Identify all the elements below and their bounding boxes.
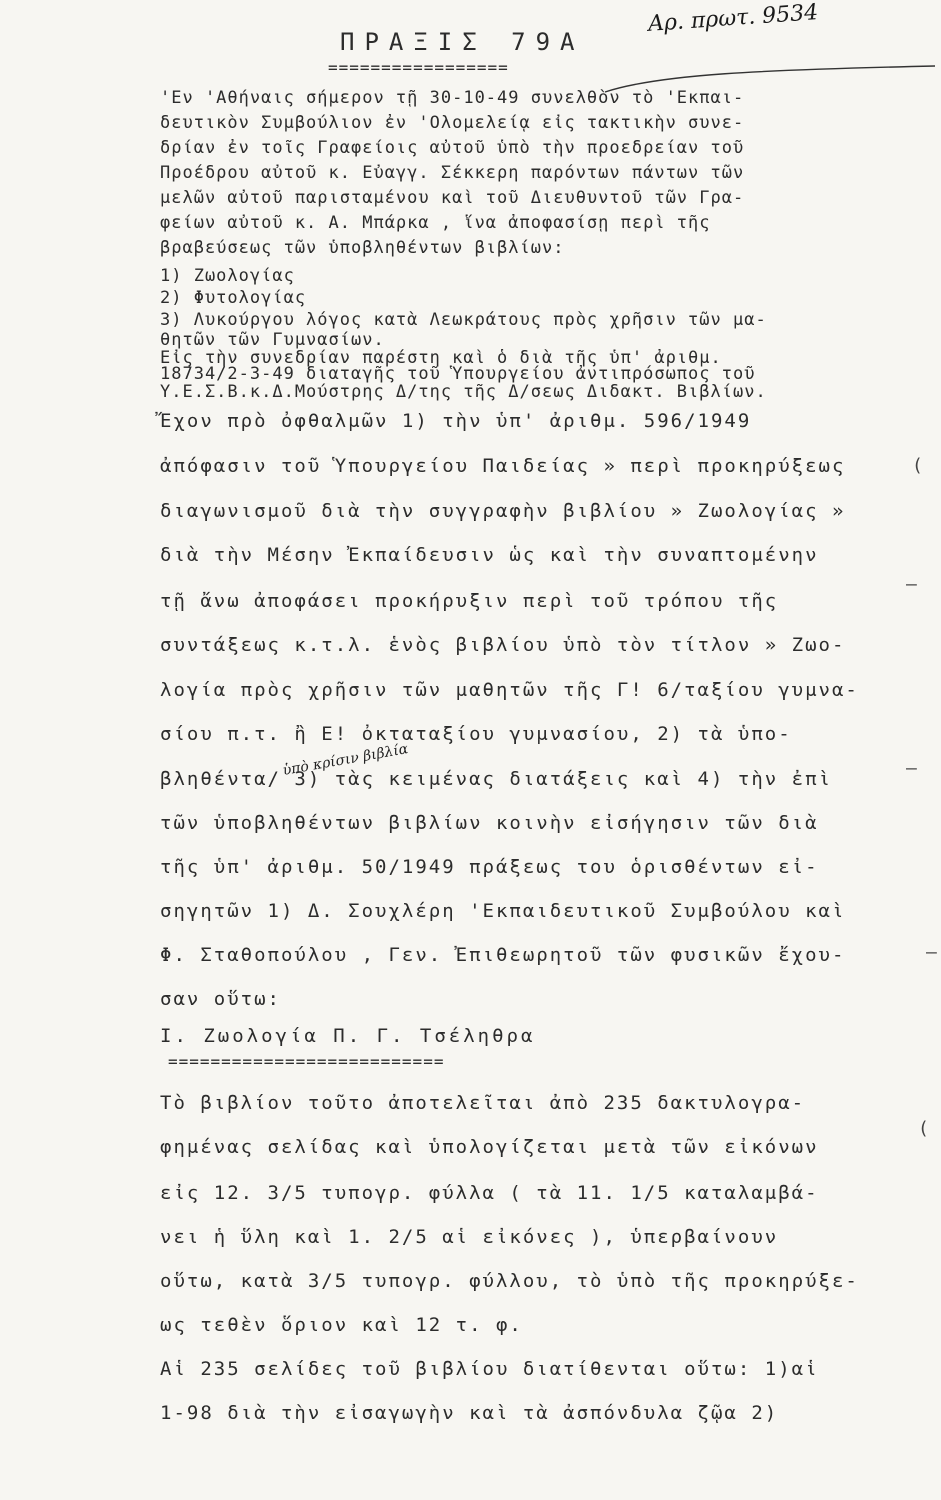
- section-line: εἰς 12. 3/5 τυπογρ. φύλλα ( τὰ 11. 1/5 καταλαμβά-: [160, 1182, 819, 1204]
- body-line: βληθέντα/ 3) τὰς κειμένας διατάξεις καὶ 4) τὴν ἐπὶ: [160, 768, 832, 790]
- section-line: νει ἡ ὕλη καὶ 1. 2/5 αἱ εἰκόνες ), ὑπερβαίνουν: [160, 1226, 779, 1248]
- body-line: σαν οὕτω:: [160, 988, 281, 1010]
- body-line: σηγητῶν 1) Δ. Σουχλέρη 'Εκπαιδευτικοῦ Συμβούλου καὶ: [160, 900, 846, 922]
- section-line: φημένας σελίδας καὶ ὑπολογίζεται μετὰ τῶν εἰκόνων: [160, 1136, 819, 1158]
- intro-line: βραβεύσεως τῶν ὑποβληθέντων βιβλίων:: [160, 238, 565, 258]
- intro-line: δευτικὸν Συμβούλιον ἐν 'Ολομελείᾳ εἰς τακτικὴν συνε-: [160, 113, 745, 133]
- body-line: σίου π.τ. ἢ Ε! ὀκταταξίου γυμνασίου, 2) τὰ ὑπο-: [160, 723, 792, 745]
- title-underline: =================: [328, 58, 509, 77]
- book-list-item: 3) Λυκούργου λόγος κατὰ Λεωκράτους πρὸς χρῆσιν τῶν μα-: [160, 310, 767, 330]
- body-line: συντάξεως κ.τ.λ. ἑνὸς βιβλίου ὑπὸ τὸν τίτλον » Ζωο-: [160, 634, 846, 656]
- intro-line: 'Εν 'Αθήναις σήμερον τῇ 30-10-49 συνελθὸν τὸ 'Εκπαι-: [160, 88, 745, 108]
- intro-line: μελῶν αὐτοῦ παρισταμένου καὶ τοῦ Διευθυντοῦ τῶν Γρα-: [160, 188, 745, 208]
- section-line: ως τεθὲν ὅριον καὶ 12 τ. φ.: [160, 1314, 523, 1336]
- body-line: τῆς ὑπ' ἀριθμ. 50/1949 πράξεως του ὁρισθέντων εἰ-: [160, 856, 819, 878]
- attendance-line: 18734/2-3-49 διαταγῆς τοῦ Ὑπουργείου ἀντιπρόσωπος τοῦ: [160, 364, 756, 384]
- section-line: οὕτω, κατὰ 3/5 τυπογρ. φύλλου, τὸ ὑπὸ τῆς προκηρύξε-: [160, 1270, 859, 1292]
- intro-line: φείων αὐτοῦ κ. Α. Μπάρκα , ἵνα ἀποφασίσῃ περὶ τῆς: [160, 213, 711, 233]
- section-line: 1-98 διὰ τὴν εἰσαγωγὴν καὶ τὰ ἀσπόνδυλα ζῷα 2): [160, 1402, 779, 1424]
- body-line: ἀπόφασιν τοῦ Ὑπουργείου Παιδείας » περὶ προκηρύξεως: [160, 455, 846, 477]
- book-list-item: 2) Φυτολογίας: [160, 288, 307, 308]
- body-line: Φ. Σταθοπούλου , Γεν. Ἐπιθεωρητοῦ τῶν φυσικῶν ἔχου-: [160, 944, 846, 966]
- margin-tick: –: [906, 758, 917, 779]
- body-line: διαγωνισμοῦ διὰ τὴν συγγραφὴν βιβλίου » Ζωολογίας »: [160, 500, 846, 522]
- document-title: ΠΡΑΞΙΣ 79Α: [340, 28, 585, 56]
- body-line: λογία πρὸς χρῆσιν τῶν μαθητῶν τῆς Γ! 6/ταξίου γυμνα-: [160, 679, 859, 701]
- section-line: Αἱ 235 σελίδες τοῦ βιβλίου διατίθενται οὕτω: 1)αἱ: [160, 1358, 819, 1380]
- attendance-line: Υ.Ε.Σ.Β.κ.Δ.Μούστρης Δ/της τῆς Δ/σεως Διδακτ. Βιβλίων.: [160, 382, 767, 402]
- intro-line: Προέδρου αὐτοῦ κ. Εὐαγγ. Σέκκερη παρόντων πάντων τῶν: [160, 163, 745, 183]
- margin-tick: –: [906, 574, 917, 595]
- section-heading: Ι. Ζωολογία Π. Γ. Τσέληθρα: [160, 1025, 536, 1047]
- margin-tick: –: [926, 942, 937, 963]
- attendance-line: Εἰς τὴν συνεδρίαν παρέστη καὶ ὁ διὰ τῆς ὑπ' ἀριθμ.: [160, 348, 722, 368]
- body-line: τῶν ὑποβληθέντων βιβλίων κοινὴν εἰσήγησιν τῶν διὰ: [160, 812, 819, 834]
- margin-tick: (: [918, 1118, 929, 1139]
- margin-tick: (: [912, 455, 923, 476]
- intro-line: δρίαν ἐν τοῖς Γραφείοις αὐτοῦ ὑπὸ τὴν προεδρείαν τοῦ: [160, 138, 745, 158]
- section-line: Τὸ βιβλίον τοῦτο ἀποτελεῖται ἀπὸ 235 δακτυλογρα-: [160, 1092, 806, 1114]
- book-list-item: θητῶν τῶν Γυμνασίων.: [160, 330, 385, 350]
- body-line: διὰ τὴν Μέσην Ἐκπαίδευσιν ὡς καὶ τὴν συναπτομένην: [160, 544, 819, 566]
- handwritten-insert: ὑπὸ κρίσιν βιβλία: [281, 741, 410, 779]
- section-underline: ==========================: [168, 1052, 445, 1071]
- book-list-item: 1) Ζωολογίας: [160, 266, 295, 286]
- handwritten-protocol-number: Αρ. πρωτ. 9534: [647, 0, 819, 37]
- body-line: τῇ ἄνω ἀποφάσει προκήρυξιν περὶ τοῦ τρόπου τῆς: [160, 590, 779, 612]
- body-line: Ἔχον πρὸ ὀφθαλμῶν 1) τὴν ὑπ' ἀριθμ. 596/1949: [160, 410, 752, 432]
